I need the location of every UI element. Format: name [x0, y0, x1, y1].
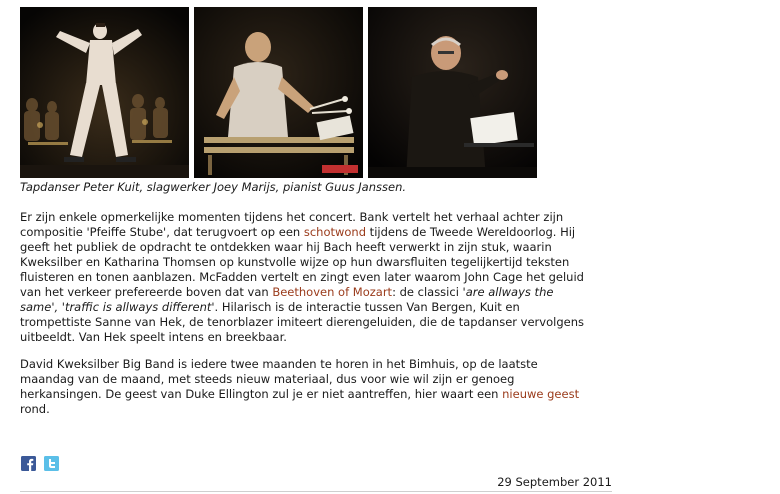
text-run: tijdens de Tweede Wereldoorlog. Hij	[366, 225, 576, 239]
social-share	[21, 456, 62, 475]
tap-dancer-photo	[20, 7, 189, 178]
pianist-photo	[368, 7, 537, 178]
text-run: David Kweksilber Big Band is iedere twee maanden te horen in het Bimhuis, op de laatste	[20, 357, 538, 371]
percussionist-photo	[194, 7, 363, 178]
text-run: maandag van de maand, met steeds nieuw materiaal, dus voor wie wil zijn er genoeg	[20, 372, 515, 386]
text-line	[20, 210, 620, 225]
text-line	[20, 300, 620, 315]
text-line	[20, 255, 620, 270]
text-run: rond.	[20, 402, 50, 416]
footer-divider	[20, 491, 612, 492]
photo-caption: Tapdanser Peter Kuit, slagwerker Joey Marijs, pianist Guus Janssen.	[20, 180, 407, 194]
schotwond-link[interactable]: schotwond	[303, 225, 367, 239]
nieuwe-geest-link[interactable]: nieuwe geest	[502, 387, 580, 401]
text-run: herkansingen. De geest van Duke Ellington zul je er niet aantreffen, hier waart een	[20, 387, 503, 401]
text-line	[20, 285, 620, 300]
text-line	[20, 387, 620, 402]
twitter-icon[interactable]	[44, 456, 59, 471]
quote-text: same', 'traffic is allways different'	[20, 300, 215, 314]
text-run: Kweksilber en Katharina Thomsen op kunstvolle wijze op hun dwarsfluiten tegelijkertijd teksten	[20, 255, 570, 269]
facebook-icon[interactable]	[21, 456, 36, 471]
text-line	[20, 240, 620, 255]
publish-date: 29 September 2011	[497, 475, 612, 489]
text-run: van het verkeer prefereerde boven dat van	[20, 285, 273, 299]
text-run: . Hilarisch is de interactie tussen Van Bergen, Kuit en	[214, 300, 520, 314]
text-line	[20, 330, 620, 345]
beethoven-of-mozart-link[interactable]: Beethoven of Mozart	[272, 285, 393, 299]
article-paragraph-2	[20, 357, 620, 417]
text-run: geeft het publiek de opdracht te ontdekken waar hij Bach heeft verwerkt in zijn stuk, waarin	[20, 240, 552, 254]
text-run: uitbeeldt. Van Hek speelt intens en breekbaar.	[20, 330, 287, 344]
text-run: compositie 'Pfeiffe Stube', dat terugvoert op een	[20, 225, 304, 239]
text-run: fluisteren en tonen aanblazen. McFadden vertelt en zingt even later waarom John Cage het geluid	[20, 270, 584, 284]
text-run: Er zijn enkele opmerkelijke momenten tijdens het concert. Bank vertelt het verhaal achter zijn	[20, 210, 564, 224]
text-run: : de classici	[392, 285, 463, 299]
text-line	[20, 225, 620, 240]
text-line	[20, 357, 620, 372]
text-line	[20, 372, 620, 387]
quote-text: 'are allways the	[462, 285, 554, 299]
article-paragraph-1	[20, 210, 620, 345]
text-line	[20, 402, 620, 417]
text-run: trompettiste Sanne van Hek, de tenorblazer imiteert dierengeluiden, die de tapdanser vervolgens	[20, 315, 584, 329]
text-line	[20, 270, 620, 285]
text-line	[20, 315, 620, 330]
